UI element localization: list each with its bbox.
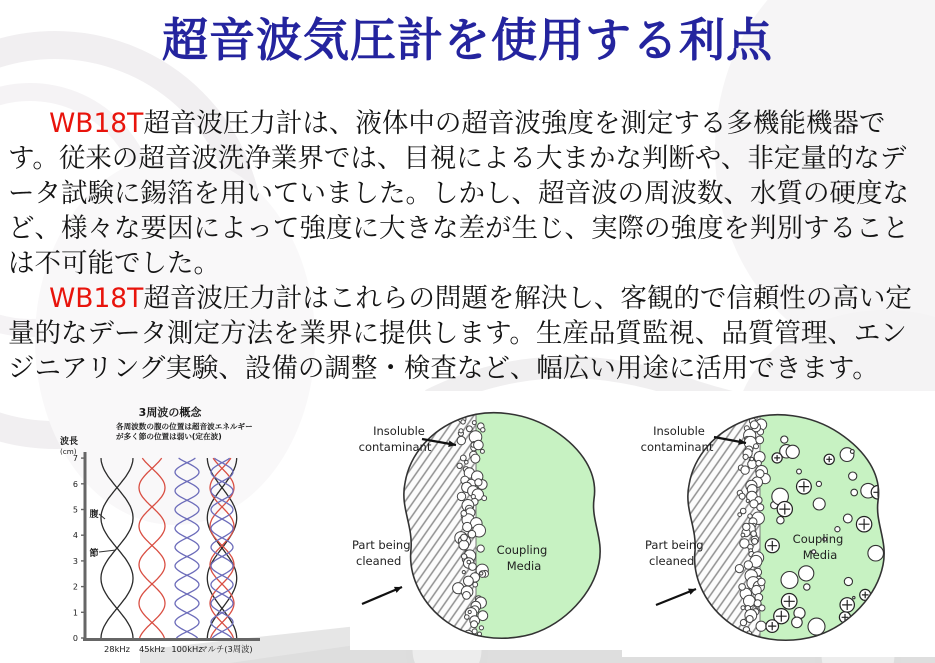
part-being-cleaned-label: Part being [352, 538, 411, 552]
contaminant-bubble [482, 496, 487, 501]
y-axis-unit: (cm) [60, 447, 77, 456]
contaminant-bubble [472, 421, 476, 425]
contaminant-bubble [461, 420, 465, 424]
contaminant-bubble [459, 540, 469, 550]
wb18t-highlight: WB18T [49, 108, 144, 139]
y-tick-label: 1 [72, 608, 78, 618]
contaminant-bubble [475, 479, 482, 486]
contaminant-bubble [744, 561, 752, 569]
contaminant-bubble [741, 606, 745, 610]
contaminant-bubble [457, 463, 462, 468]
coupling-media-label: Coupling [496, 543, 548, 557]
cavitation-plus-icon [871, 446, 882, 457]
cleaning-diagram-with-cavitation [622, 391, 935, 657]
contaminant-bubble [463, 592, 471, 600]
wave-path-45kHz [139, 458, 165, 638]
paragraph-1-text: 超音波圧力計は、液体中の超音波強度を測定する多機能機器です。従来の超音波洗浄業界では、目視による大まかな判断や、非定量的なデータ試験に錫箔を用いていました。しかし、超音波の周波数、水質の硬度など、様々な要因によって強度に大きな差が生じ、実際の強度を判別することは不可能でした。 [8, 108, 909, 279]
y-axis-label: 波長 [60, 437, 79, 447]
cavitation-bubble [871, 607, 885, 621]
contaminant-bubble [738, 513, 742, 517]
contaminant-bubble [751, 531, 757, 537]
contaminant-bubble [464, 576, 474, 586]
contaminant-bubble [465, 460, 469, 464]
media-bubble [843, 514, 852, 523]
media-bubble [781, 436, 788, 443]
contaminant-bubble [750, 457, 754, 461]
contaminant-bubble [473, 582, 478, 587]
contaminant-bubble [479, 626, 483, 630]
cavitation-bubble [869, 443, 885, 459]
contaminant-bubble [741, 466, 749, 474]
contaminant-bubble [480, 449, 484, 453]
cavitation-plus-icon [862, 427, 871, 436]
wave-path-28kHz [101, 458, 133, 638]
media-bubble [853, 596, 855, 598]
contaminant-bubble [748, 514, 752, 518]
wave-path-100kHz [175, 458, 199, 638]
x-axis-label: 100kHz [171, 644, 203, 654]
media-bubble [808, 618, 825, 635]
media-bubble [813, 498, 825, 510]
y-tick-label: 6 [72, 479, 78, 489]
cleaning-diagram-without-cavitation [350, 391, 632, 650]
cavitation-bubble [866, 611, 877, 622]
contaminant-bubble [756, 621, 766, 631]
contaminant-bubble [754, 444, 759, 449]
slide-title: 超音波気圧計を使用する利点 [162, 13, 773, 67]
contaminant-bubble [471, 495, 475, 499]
wave-path-45kHz [139, 458, 165, 638]
contaminant-bubble [461, 554, 466, 559]
contaminant-bubble [457, 492, 465, 500]
contaminant-bubble [758, 578, 765, 585]
wave-frequency-chart-svg [52, 402, 270, 660]
contaminant-bubble [756, 460, 762, 466]
contaminant-bubble [465, 615, 470, 620]
media-bubble [864, 445, 874, 455]
media-bubble [850, 450, 854, 454]
part-being-cleaned-label: cleaned [649, 554, 695, 568]
contaminant-bubble [739, 584, 746, 591]
contaminant-bubble [471, 454, 480, 463]
contaminant-bubble [468, 530, 476, 538]
media-bubble [792, 617, 803, 628]
contaminant-bubble [750, 421, 758, 429]
chart-subtitle: が多く節の位置は弱い(定在波) [116, 432, 222, 441]
media-bubble [799, 566, 814, 581]
contaminant-bubble [744, 595, 756, 607]
media-bubble [781, 572, 798, 589]
insoluble-contaminant-label: Insoluble [653, 424, 705, 438]
y-tick-label: 5 [72, 505, 78, 515]
antinode-label: 腹 [89, 510, 99, 520]
cavitation-plus-icon [869, 613, 876, 620]
chart-subtitle: 各周波数の腹の位置は超音波エネルギー [116, 422, 253, 431]
contaminant-bubble [735, 565, 743, 573]
y-tick-label: 3 [72, 556, 78, 566]
media-bubble [786, 445, 799, 458]
contaminant-bubble [756, 470, 764, 478]
x-axis-label: 28kHz [104, 644, 130, 654]
x-axis-label-multi: マルチ(3周波) [199, 644, 253, 654]
wave-frequency-chart [52, 402, 270, 660]
coupling-media-label: Media [802, 548, 838, 562]
contaminant-bubble [756, 436, 764, 444]
y-tick-label: 0 [72, 634, 78, 643]
cleaning-diagram-2-svg [622, 391, 935, 657]
cleaning-diagram-1-svg [350, 391, 632, 650]
coupling-media-label: Coupling [792, 532, 844, 546]
contaminant-bubble [757, 504, 764, 511]
contaminant-bubble [752, 538, 758, 544]
contaminant-bubble [467, 426, 473, 432]
media-bubble [849, 472, 857, 480]
body-paragraph-2 [8, 281, 930, 386]
wave-path-100kHz [175, 458, 199, 638]
part-being-cleaned-label: cleaned [356, 554, 402, 568]
contaminant-bubble [474, 440, 484, 450]
contaminant-bubble [746, 499, 749, 502]
contaminant-bubble [471, 621, 478, 628]
x-axis-label: 45kHz [139, 644, 165, 654]
contaminant-bubble [467, 560, 471, 564]
insoluble-contaminant-label: contaminant [358, 440, 432, 454]
body-paragraph-1 [8, 106, 930, 281]
wb18t-highlight: WB18T [49, 283, 144, 314]
part-being-cleaned-label: Part being [645, 538, 704, 552]
y-tick-label: 4 [72, 531, 78, 541]
y-tick-label: 2 [72, 582, 78, 592]
media-bubble [816, 481, 821, 486]
contaminant-bubble [743, 523, 750, 530]
media-bubble [851, 489, 858, 496]
paragraph-2-text: 超音波圧力計はこれらの問題を解決し、客観的で信頼性の高い定量的なデータ測定方法を業界に提供します。生産品質監視、品質管理、エンジニアリング実験、設備の調整・検査など、幅広い用途に活用できます。 [8, 283, 912, 384]
contaminant-bubble [481, 428, 485, 432]
contaminant-bubble [743, 454, 748, 459]
contaminant-bubble [478, 611, 488, 621]
contaminant-bubble [457, 436, 465, 444]
y-tick-label: 7 [72, 454, 78, 464]
insoluble-contaminant-label: Insoluble [373, 424, 425, 438]
contaminant-bubble [740, 619, 746, 625]
antinode-pointer [99, 514, 105, 519]
media-bubble [797, 469, 802, 474]
contaminant-bubble [461, 511, 467, 517]
contaminant-bubble [736, 637, 743, 644]
media-bubble [804, 584, 810, 590]
media-bubble [868, 545, 884, 561]
chart-title: 3周波の概念 [138, 406, 202, 419]
contaminant-bubble [456, 633, 468, 645]
contaminant-bubble [754, 600, 761, 607]
contaminant-bubble [460, 455, 466, 461]
contaminant-bubble [744, 634, 749, 639]
contaminant-bubble [480, 572, 483, 575]
contaminant-bubble [741, 533, 745, 537]
media-bubble [844, 577, 852, 585]
cavitation-bubble [859, 425, 873, 439]
contaminant-bubble [459, 429, 463, 433]
contaminant-bubble [477, 545, 484, 552]
cavitation-plus-icon [873, 609, 883, 619]
contaminant-bubble [461, 534, 468, 541]
contaminant-bubble [739, 493, 745, 499]
coupling-media-label: Media [506, 559, 542, 573]
contaminant-bubble [468, 610, 471, 613]
node-label: 節 [89, 549, 99, 559]
contaminant-bubble [462, 571, 465, 574]
contaminant-bubble [746, 616, 753, 623]
media-bubble [777, 517, 784, 524]
insoluble-contaminant-label: contaminant [640, 440, 714, 454]
